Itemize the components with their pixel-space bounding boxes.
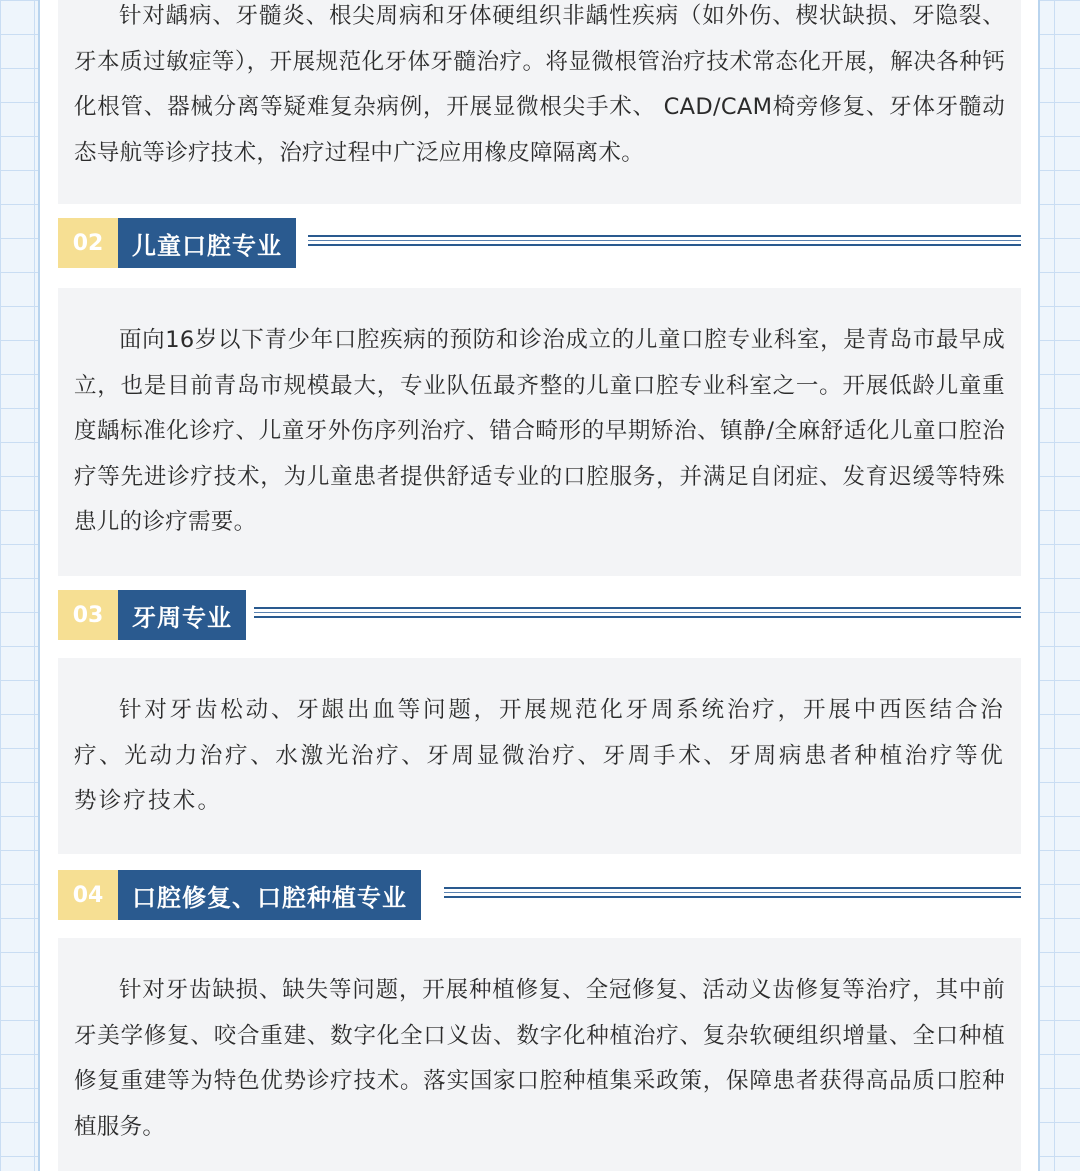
section-04-number: 04: [58, 870, 118, 920]
section-02-header: [58, 218, 1021, 268]
section-04-title: 口腔修复、口腔种植专业: [118, 870, 421, 920]
section-03-number: 03: [58, 590, 118, 640]
section-02-rule-lines: [308, 235, 1021, 251]
section-02-title: 儿童口腔专业: [118, 218, 296, 268]
section-04-panel: [58, 938, 1021, 1171]
section-02-number: 02: [58, 218, 118, 268]
section-04-header: [58, 870, 1021, 920]
section-02-text: 面向16岁以下青少年口腔疾病的预防和诊治成立的儿童口腔专业科室，是青岛市最早成立，也是目前青岛市规模最大，专业队伍最齐整的儿童口腔专业科室之一。开展低龄儿童重度龋标准化诊疗、儿童牙外伤序列治疗、错合畸形的早期矫治、镇静/全麻舒适化儿童口腔治疗等先进诊疗技术，为儿童患者提供舒适专业的口腔服务，并满足自闭症、发育迟缓等特殊患儿的诊疗需要。: [74, 327, 1005, 535]
section-01-panel: [58, 0, 1021, 204]
section-02-panel: [58, 288, 1021, 576]
section-03-panel: [58, 658, 1021, 854]
section-03-title: 牙周专业: [118, 590, 246, 640]
section-03-text: 针对牙齿松动、牙龈出血等问题，开展规范化牙周系统治疗，开展中西医结合治疗、光动力治疗、水激光治疗、牙周显微治疗、牙周手术、牙周病患者种植治疗等优势诊疗技术。: [74, 697, 1005, 814]
section-04-text: 针对牙齿缺损、缺失等问题，开展种植修复、全冠修复、活动义齿修复等治疗，其中前牙美学修复、咬合重建、数字化全口义齿、数字化种植治疗、复杂软硬组织增量、全口种植修复重建等为特色优势诊疗技术。落实国家口腔种植集采政策，保障患者获得高品质口腔种植服务。: [74, 977, 1005, 1140]
section-03-rule-lines: [254, 607, 1021, 623]
section-01-text: 针对龋病、牙髓炎、根尖周病和牙体硬组织非龋性疾病（如外伤、楔状缺损、牙隐裂、牙本质过敏症等），开展规范化牙体牙髓治疗。将显微根管治疗技术常态化开展，解决各种钙化根管、器械分离等疑难复杂病例，开展显微根尖手术、 CAD/CAM椅旁修复、牙体牙髓动态导航等诊疗技术，治疗过程中广泛应用橡皮障隔离术。: [74, 3, 1005, 166]
section-04-rule-lines: [444, 887, 1021, 903]
section-03-header: [58, 590, 1021, 640]
